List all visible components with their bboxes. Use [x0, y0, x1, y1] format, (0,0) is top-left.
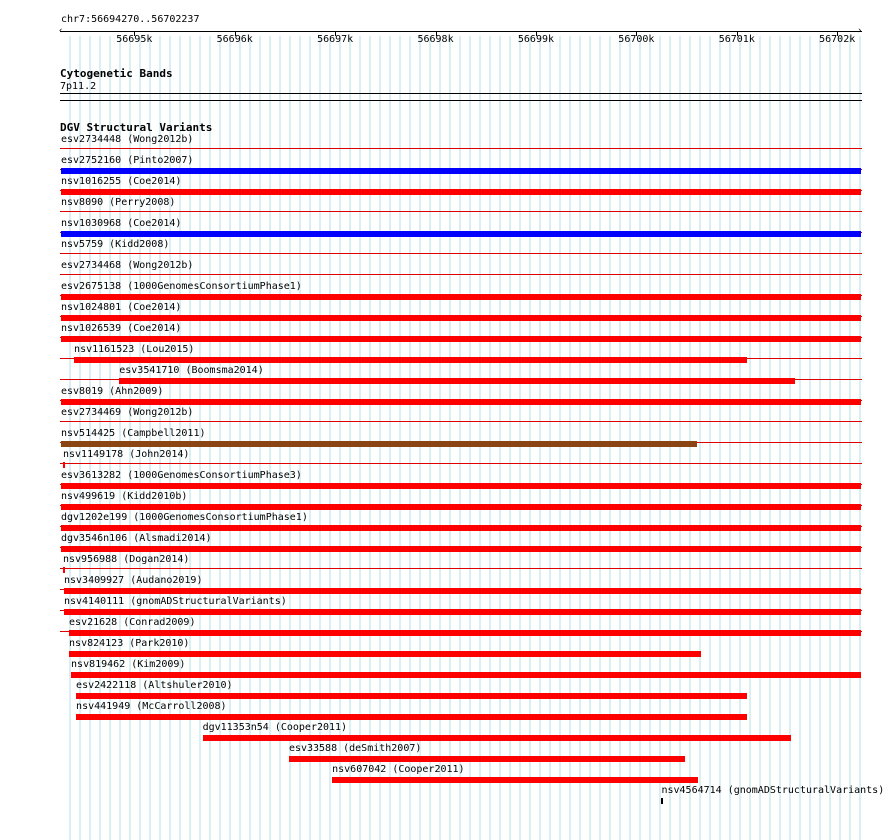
variant-label[interactable]: nsv8090 (Perry2008) — [61, 197, 176, 208]
variant-label[interactable]: nsv4564714 (gnomADStructuralVariants) — [661, 785, 885, 796]
ruler-tick-label: 56701k — [718, 34, 755, 45]
variant-bar-loss[interactable] — [74, 357, 747, 363]
variant-label[interactable]: nsv824123 (Park2010) — [69, 638, 190, 649]
variant-feature-mark[interactable] — [661, 798, 663, 804]
variant-label[interactable]: nsv819462 (Kim2009) — [71, 659, 186, 670]
variant-bar-loss[interactable] — [61, 315, 861, 321]
variant-label[interactable]: nsv4140111 (gnomADStructuralVariants) — [64, 596, 287, 607]
variant-label[interactable]: nsv499619 (Kidd2010b) — [61, 491, 188, 502]
variant-bar-loss[interactable] — [61, 504, 861, 510]
variant-row-separator — [60, 211, 862, 212]
variant-row-separator — [60, 463, 862, 464]
variant-bar-gain[interactable] — [61, 231, 861, 237]
variant-bar-loss[interactable] — [61, 546, 861, 552]
ruler-tick-label: 56702k — [819, 34, 856, 45]
variant-bar-loss[interactable] — [69, 651, 701, 657]
variant-label[interactable]: nsv441949 (McCarroll2008) — [76, 701, 227, 712]
variant-label[interactable]: esv33588 (deSmith2007) — [288, 743, 422, 754]
cytoband-bottom-line — [60, 100, 862, 101]
ruler-tick-label: 56697k — [317, 34, 354, 45]
variant-row-separator — [60, 148, 862, 149]
ruler-tick-label: 56695k — [116, 34, 153, 45]
variant-bar-loss[interactable] — [63, 567, 65, 573]
variant-row-separator — [60, 253, 862, 254]
variant-bar-loss[interactable] — [69, 630, 861, 636]
variant-label[interactable]: nsv956988 (Dogan2014) — [63, 554, 190, 565]
ruler-left-arrow: ‹ — [58, 26, 64, 36]
variant-bar-loss[interactable] — [76, 693, 747, 699]
variant-bar-loss[interactable] — [289, 756, 685, 762]
variant-bar-loss[interactable] — [64, 609, 861, 615]
variant-label[interactable]: esv8019 (Ahn2009) — [61, 386, 164, 397]
variant-bar-loss[interactable] — [61, 399, 861, 405]
variant-bar-loss[interactable] — [61, 189, 861, 195]
cytoband-track-title[interactable]: Cytogenetic Bands — [60, 67, 173, 80]
variant-label[interactable]: esv2734469 (Wong2012b) — [61, 407, 194, 418]
variant-label[interactable]: esv21628 (Conrad2009) — [69, 617, 196, 628]
variant-bar-loss[interactable] — [71, 672, 861, 678]
variant-label[interactable]: nsv1149178 (John2014) — [63, 449, 190, 460]
ruler-line — [60, 31, 862, 32]
variant-bar-loss[interactable] — [61, 294, 861, 300]
variant-label[interactable]: nsv1024801 (Coe2014) — [61, 302, 182, 313]
ruler-tick-label: 56699k — [517, 34, 555, 45]
variant-row-separator — [60, 568, 862, 569]
ruler-tick-label: 56700k — [618, 34, 655, 45]
variant-bar-gain[interactable] — [61, 168, 861, 174]
variant-label[interactable]: nsv1016255 (Coe2014) — [61, 176, 182, 187]
variant-label[interactable]: nsv1161523 (Lou2015) — [74, 344, 195, 355]
variant-bar-loss[interactable] — [203, 735, 791, 741]
variant-label[interactable]: nsv3409927 (Audano2019) — [64, 575, 203, 586]
dgv-track-title[interactable]: DGV Structural Variants — [60, 121, 213, 134]
variant-label[interactable]: dgv1202e199 (1000GenomesConsortiumPhase1) — [61, 512, 308, 523]
variant-label[interactable]: nsv514425 (Campbell2011) — [61, 428, 206, 439]
variant-bar-complex[interactable] — [61, 441, 697, 447]
variant-label[interactable]: dgv11353n54 (Cooper2011) — [202, 722, 348, 733]
variant-label[interactable]: esv2422118 (Altshuler2010) — [76, 680, 233, 691]
variant-label[interactable]: dgv3546n106 (Alsmadi2014) — [61, 533, 212, 544]
variant-label[interactable]: esv2734468 (Wong2012b) — [61, 260, 194, 271]
variant-row-separator — [60, 421, 862, 422]
ruler-tick-label: 56698k — [417, 34, 454, 45]
position-coordinates: chr7:56694270..56702237 — [61, 14, 200, 25]
variant-bar-loss[interactable] — [332, 777, 698, 783]
variant-label[interactable]: esv2734448 (Wong2012b) — [61, 134, 194, 145]
variant-bar-loss[interactable] — [76, 714, 747, 720]
variant-bar-loss[interactable] — [61, 525, 861, 531]
variant-bar-loss[interactable] — [119, 378, 795, 384]
variant-bar-loss[interactable] — [63, 462, 65, 468]
cytoband-label[interactable]: 7p11.2 — [60, 81, 97, 92]
ruler-tick-label: 56696k — [216, 34, 253, 45]
variant-label[interactable]: nsv607042 (Cooper2011) — [332, 764, 465, 775]
variant-label[interactable]: esv2752160 (Pinto2007) — [61, 155, 194, 166]
variant-label[interactable]: esv2675138 (1000GenomesConsortiumPhase1) — [61, 281, 302, 292]
variant-bar-loss[interactable] — [61, 483, 861, 489]
variant-label[interactable]: esv3613282 (1000GenomesConsortiumPhase3) — [61, 470, 302, 481]
ruler-right-arrow: › — [857, 26, 863, 36]
variant-bar-loss[interactable] — [64, 588, 861, 594]
variant-label[interactable]: nsv1030968 (Coe2014) — [61, 218, 182, 229]
variant-label[interactable]: esv3541710 (Boomsma2014) — [119, 365, 264, 376]
variant-bar-loss[interactable] — [61, 336, 861, 342]
variant-label[interactable]: nsv5759 (Kidd2008) — [61, 239, 170, 250]
variant-row-separator — [60, 274, 862, 275]
variant-label[interactable]: nsv1026539 (Coe2014) — [61, 323, 182, 334]
cytoband-top-line — [60, 93, 862, 94]
